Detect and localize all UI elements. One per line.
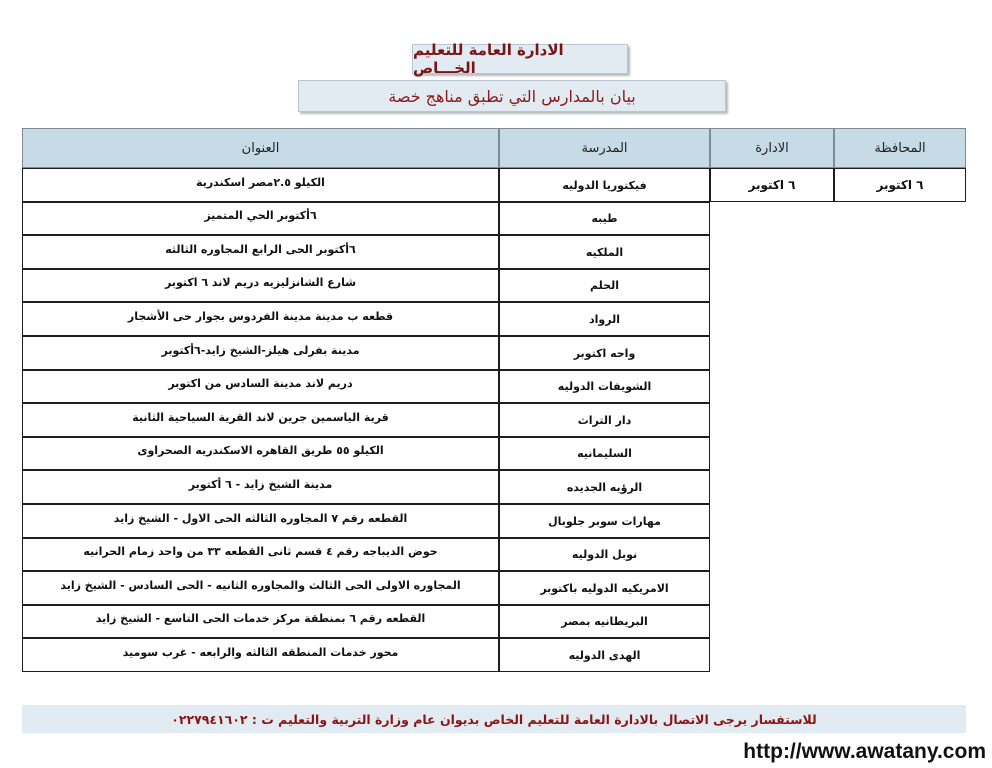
row-address: قرية الياسمين جرين لاند القرية السياحية الثانية [22, 403, 499, 437]
page-subtitle: بيان بالمدارس التي تطبق مناهج خصة [298, 80, 726, 112]
row-address: الكيلو ٢.٥مصر اسكندرية [22, 168, 499, 202]
row-school: طيبه [499, 202, 710, 235]
contact-footer: للاستفسار يرجى الاتصال بالادارة العامة للتعليم الخاص بديوان عام وزارة التربية والتعليم ت : ٠٢٢٧٩٤١٦٠٢ [22, 705, 966, 733]
row-address: مدينة بفرلى هيلز-الشيخ زايد-٦أكتوبر [22, 336, 499, 370]
row-school: الامريكيه الدوليه باكتوبر [499, 571, 710, 605]
site-url[interactable]: http://www.awatany.com [743, 740, 986, 763]
row-address: القطعه رقم ٦ بمنطقة مركز خدمات الحى التاسع - الشيخ زايد [22, 605, 499, 638]
row-school: واحه اكتوبر [499, 336, 710, 370]
governorate-value: ٦ اكتوبر [834, 168, 966, 202]
row-school: دار التراث [499, 403, 710, 437]
row-school: نوبل الدوليه [499, 538, 710, 571]
row-address: محور خدمات المنطقه الثالثه والرابعه - غرب سوميد [22, 638, 499, 672]
row-school: فيكتوريا الدوليه [499, 168, 710, 202]
row-address: القطعه رقم ٧ المجاوره الثالثه الحى الاول - الشيخ زايد [22, 504, 499, 538]
row-school: الملكيه [499, 235, 710, 269]
row-address: دريم لاند مدينة السادس من اكتوبر [22, 370, 499, 403]
header-address: العنوان [22, 128, 499, 168]
page-title: الادارة العامة للتعليم الخـــاص [412, 44, 628, 74]
row-school: الهدى الدوليه [499, 638, 710, 672]
row-school: الحلم [499, 269, 710, 302]
row-school: الرؤيه الجديده [499, 470, 710, 504]
row-school: الشويفات الدوليه [499, 370, 710, 403]
row-school: الرواد [499, 302, 710, 336]
row-address: شارع الشانزليزيه دريم لاند ٦ اكتوبر [22, 269, 499, 302]
administration-value: ٦ اكتوبر [710, 168, 834, 202]
row-address: الكيلو ٥٥ طريق القاهره الاسكندريه الصحراوى [22, 437, 499, 470]
row-address: ٦أكتوبر الحي المتميز [22, 202, 499, 235]
row-address: المجاوره الاولى الحى الثالث والمجاوره الثانيه - الحى السادس - الشيخ زايد [22, 571, 499, 605]
header-school: المدرسة [499, 128, 710, 168]
row-school: مهارات سوبر جلوبال [499, 504, 710, 538]
row-address: حوض الديباجه رقم ٤ قسم ثانى القطعه ٣٣ من واحد زمام الحرانيه [22, 538, 499, 571]
row-address: مدينة الشيخ زايد - ٦ أكتوبر [22, 470, 499, 504]
row-address: قطعه ب مدينة مدينة الفردوس بجوار حى الأشجار [22, 302, 499, 336]
row-school: السليمانيه [499, 437, 710, 470]
header-governorate: المحافظة [834, 128, 966, 168]
row-address: ٦أكتوبر الحى الرابع المجاوره الثالثه [22, 235, 499, 269]
row-school: البريطانيه بمصر [499, 605, 710, 638]
header-administration: الادارة [710, 128, 834, 168]
